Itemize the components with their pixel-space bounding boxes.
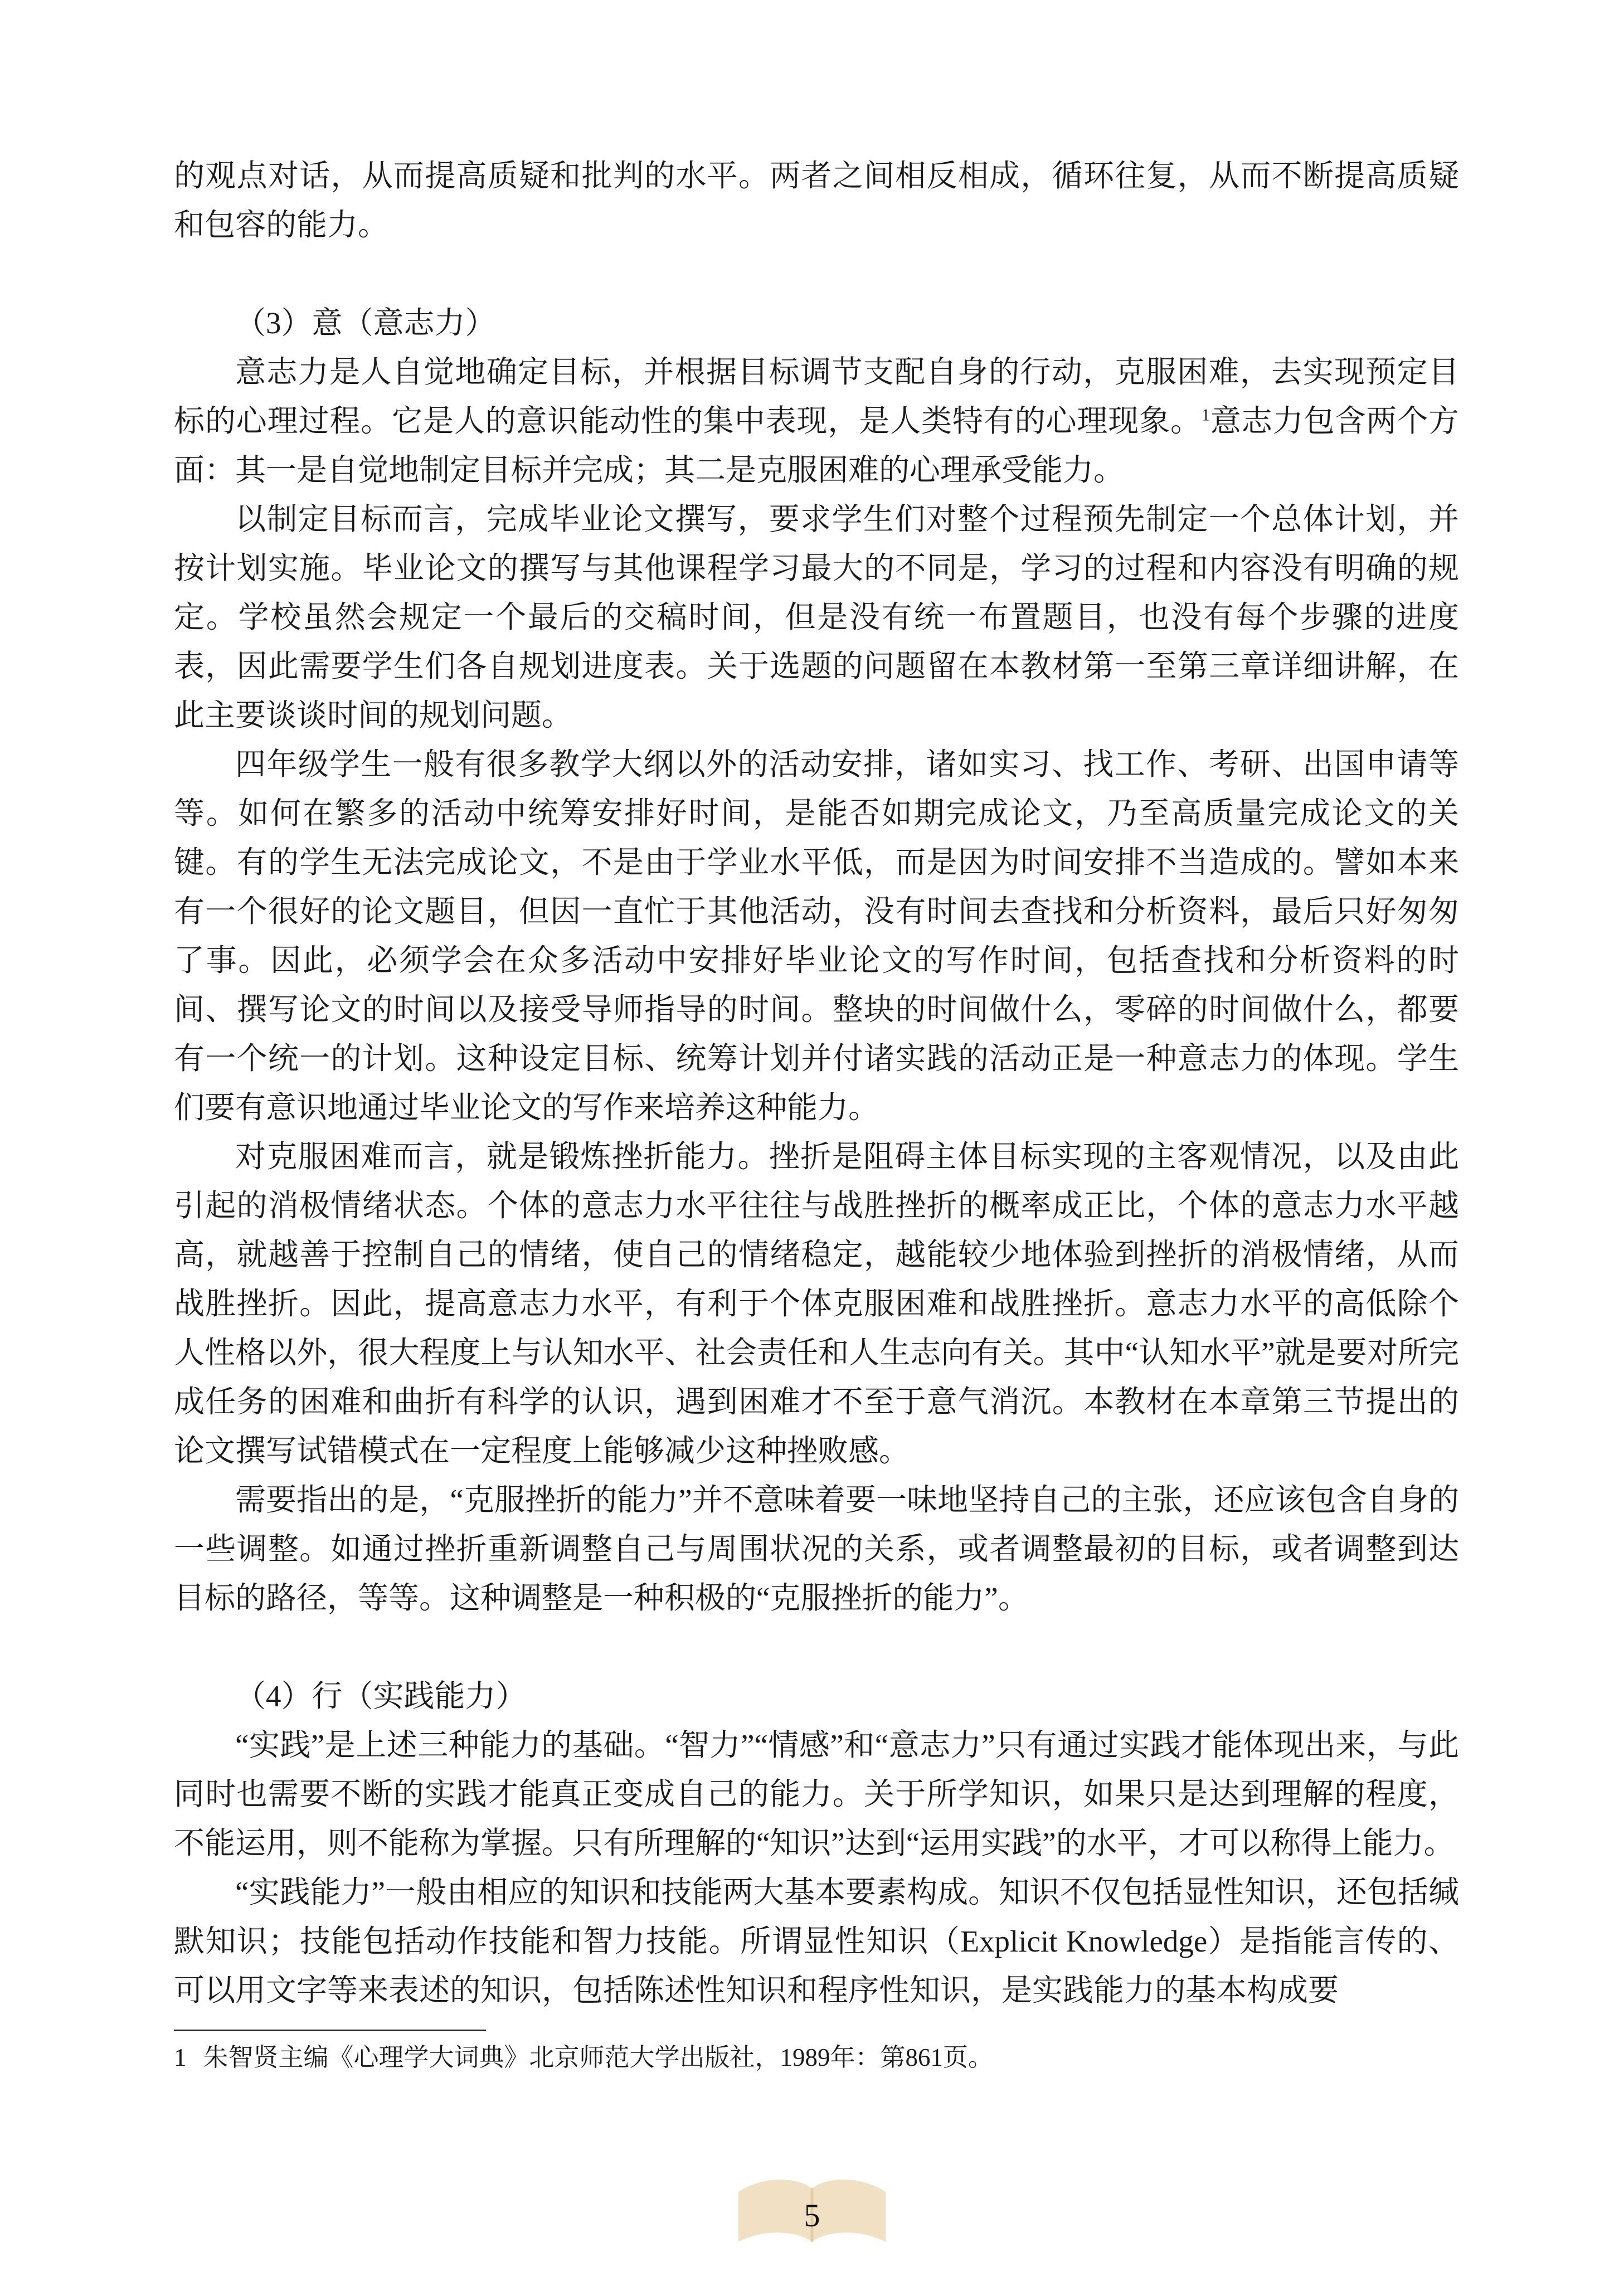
- page-number: 5: [804, 2197, 820, 2234]
- footnote: [174, 2040, 1459, 2075]
- section3-paragraph-5: 需要指出的是，“克服挫折的能力”并不意味着要一味地坚持自己的主张，还应该包含自身的一些调整。如通过挫折重新调整自己与周围状况的关系，或者调整最初的目标，或者调整到达目标的路径，等等。这种调整是一种积极的“克服挫折的能力”。: [174, 1483, 1459, 1615]
- footnote-area: [0, 2030, 1624, 2075]
- page-footer: [0, 2168, 1624, 2262]
- section4-heading: （4）行（实践能力）: [235, 1679, 527, 1713]
- section3-paragraph-4: 对克服困难而言，就是锻炼挫折能力。挫折是阻碍主体目标实现的主客观情况，以及由此引起的消极情绪状态。个体的意志力水平往往与战胜挫折的概率成正比，个体的意志力水平越高，就越善于控制自己的情绪，使自己的情绪稳定，越能较少地体验到挫折的消极情绪，从而战胜挫折。因此，提高意志力水平，有利于个体克服困难和战胜挫折。意志力水平的高低除个人性格以外，很大程度上与认知水平、社会责任和人生志向有关。其中“认知水平”就是要对所完成任务的困难和曲折有科学的认识，遇到困难才不至于意气消沉。本教材在本章第三节提出的论文撰写试错模式在一定程度上能够减少这种挫败感。: [174, 1140, 1459, 1468]
- section3-paragraph-1: [174, 348, 1459, 495]
- section3-heading: （3）意（意志力）: [235, 306, 496, 340]
- paragraph-text: 意志力包含两个方面：其一是自觉地制定目标并完成；其二是克服困难的心理承受能力。: [174, 404, 1459, 487]
- section3-paragraph-2: 以制定目标而言，完成毕业论文撰写，要求学生们对整个过程预先制定一个总体计划，并按计划实施。毕业论文的撰写与其他课程学习最大的不同是，学习的过程和内容没有明确的规定。学校虽然会规定一个最后的交稿时间，但是没有统一布置题目，也没有每个步骤的进度表，因此需要学生们各自规划进度表。关于选题的问题留在本教材第一至第三章详细讲解，在此主要谈谈时间的规划问题。: [174, 502, 1459, 732]
- section4-paragraph-2: “实践能力”一般由相应的知识和技能两大基本要素构成。知识不仅包括显性知识，还包括缄默知识；技能包括动作技能和智力技能。所谓显性知识（Explicit Knowledge）是指能言传的、可以用文字等来表述的知识，包括陈述性知识和程序性知识，是实践能力的基本构成要: [174, 1875, 1459, 2007]
- section3-paragraph-3: 四年级学生一般有很多教学大纲以外的活动安排，诸如实习、找工作、考研、出国申请等等。如何在繁多的活动中统筹安排好时间，是能否如期完成论文，乃至高质量完成论文的关键。有的学生无法完成论文，不是由于学业水平低，而是因为时间安排不当造成的。譬如本来有一个很好的论文题目，但因一直忙于其他活动，没有时间去查找和分析资料，最后只好匆匆了事。因此，必须学会在众多活动中安排好毕业论文的写作时间，包括查找和分析资料的时间、撰写论文的时间以及接受导师指导的时间。整块的时间做什么，零碎的时间做什么，都要有一个统一的计划。这种设定目标、统筹计划并付诸实践的活动正是一种意志力的体现。学生们要有意识地通过毕业论文的写作来培养这种能力。: [174, 747, 1459, 1125]
- footnote-marker: 1: [174, 2043, 187, 2071]
- footnote-divider: [174, 2030, 486, 2031]
- section4-paragraph-1: “实践”是上述三种能力的基础。“智力”“情感”和“意志力”只有通过实践才能体现出来，与此同时也需要不断的实践才能真正变成自己的能力。关于所学知识，如果只是达到理解的程度，不能运用，则不能称为掌握。只有所理解的“知识”达到“运用实践”的水平，才可以称得上能力。: [174, 1728, 1459, 1860]
- continuation-paragraph: 的观点对话，从而提高质疑和批判的水平。两者之间相反相成，循环往复，从而不断提高质疑和包容的能力。: [174, 159, 1459, 242]
- paragraph-text: 意志力是人自觉地确定目标，并根据目标调节支配自身的行动，克服困难，去实现预定目标的心理过程。它是人的意识能动性的集中表现，是人类特有的心理现象。: [174, 355, 1459, 438]
- footnote-ref-marker: 1: [1201, 405, 1210, 425]
- page-number-decoration: [728, 2168, 896, 2262]
- footnote-text: 朱智贤主编《心理学大词典》北京师范大学出版社，1989年：第861页。: [203, 2043, 994, 2071]
